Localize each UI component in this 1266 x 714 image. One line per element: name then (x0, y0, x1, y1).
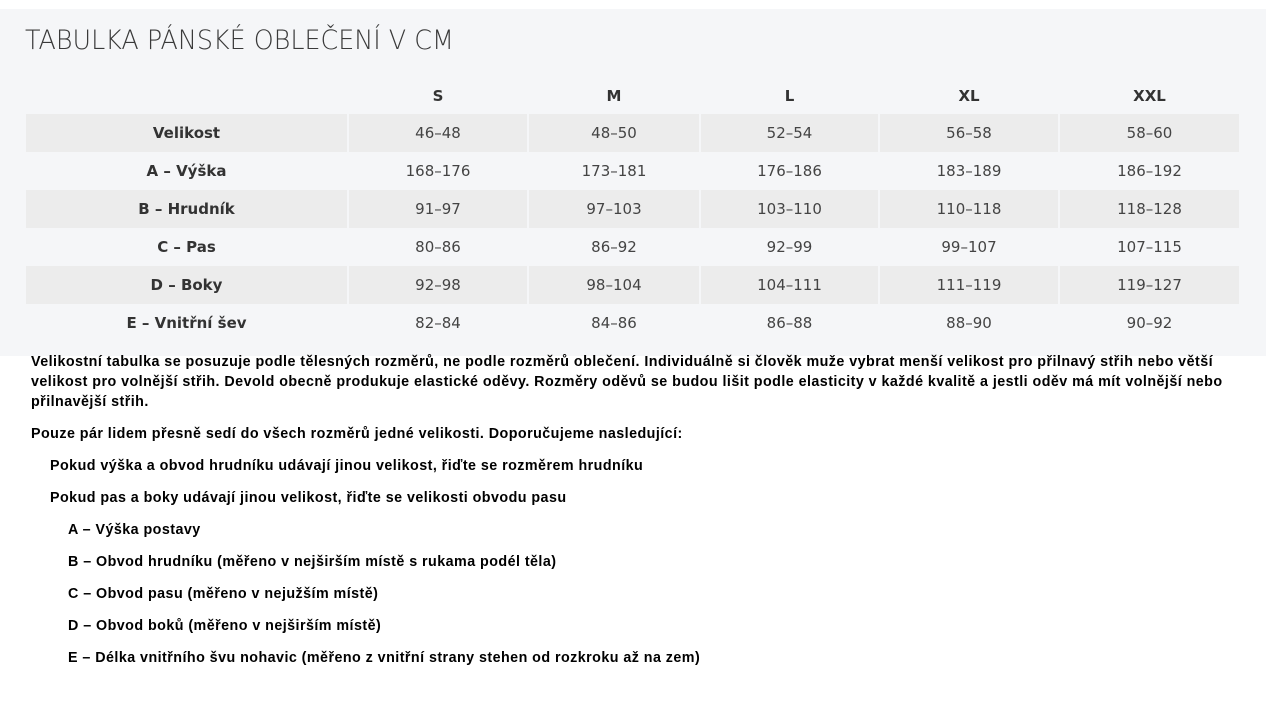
table-cell: 56–58 (880, 114, 1058, 152)
header-size-xl: XL (958, 87, 980, 105)
header-size-xxl: XXL (1133, 87, 1166, 105)
header-size-s: S (432, 87, 444, 105)
size-notes (31, 352, 1241, 680)
table-cell: 46–48 (349, 114, 527, 152)
row-label: C – Pas (157, 238, 216, 256)
table-cell: 90–92 (1126, 314, 1173, 332)
table-header-row (26, 78, 1239, 114)
table-cell: 92–99 (766, 238, 813, 256)
table-cell: 107–115 (1117, 238, 1182, 256)
table-cell: 91–97 (349, 190, 527, 228)
table-cell: 111–119 (880, 266, 1058, 304)
size-chart-panel (0, 9, 1266, 356)
table-cell: 168–176 (405, 162, 471, 180)
table-cell: 103–110 (701, 190, 878, 228)
size-table (24, 78, 1241, 342)
legend-item-e: E – Délka vnitřního švu nohavic (měřeno z vnitřní strany stehen od rozkroku až na zem) (68, 650, 701, 666)
table-cell: 118–128 (1060, 190, 1239, 228)
table-row-velikost (26, 114, 1239, 152)
row-label: E – Vnitřní šev (126, 314, 247, 332)
header-size-m: M (606, 87, 622, 105)
row-label: Velikost (26, 114, 347, 152)
table-cell: 183–189 (936, 162, 1002, 180)
row-label: A – Výška (146, 162, 227, 180)
table-cell: 84–86 (591, 314, 637, 332)
intro-paragraph: Velikostní tabulka se posuzuje podle tělesných rozměrů, ne podle rozměrů oblečení. Individuálně si člověk muže vybrat menší velikost pro přilnavý střih nebo větší velikost pro volnější střih. Devold obecně produkuje elastické oděvy. Rozměry oděvů se budou lišit podle elasticity v každé kvalitě a jestli oděv má mít volnější nebo přilnavější střih. (31, 354, 1223, 410)
table-cell: 48–50 (529, 114, 699, 152)
table-row-boky (26, 266, 1239, 304)
table-row-hrudnik (26, 190, 1239, 228)
legend-item-d: D – Obvod boků (měřeno v nejširším místě) (68, 618, 382, 634)
table-row-pas (26, 228, 1239, 266)
tip-height-chest: Pokud výška a obvod hrudníku udávají jinou velikost, řiďte se rozměrem hrudníku (50, 458, 644, 474)
table-cell: 82–84 (415, 314, 461, 332)
table-cell: 119–127 (1060, 266, 1239, 304)
tip-waist-hips: Pokud pas a boky udávají jinou velikost, řiďte se velikosti obvodu pasu (50, 490, 567, 506)
table-cell: 97–103 (529, 190, 699, 228)
table-cell: 88–90 (946, 314, 992, 332)
legend-item-b: B – Obvod hrudníku (měřeno v nejširším místě s rukama podél těla) (68, 554, 557, 570)
header-size-l: L (784, 87, 795, 105)
row-label: B – Hrudník (26, 190, 347, 228)
table-cell: 104–111 (701, 266, 878, 304)
legend-item-a: A – Výška postavy (68, 522, 201, 538)
table-cell: 58–60 (1060, 114, 1239, 152)
table-cell: 92–98 (349, 266, 527, 304)
row-label: D – Boky (26, 266, 347, 304)
table-cell: 98–104 (529, 266, 699, 304)
table-cell: 110–118 (880, 190, 1058, 228)
table-cell: 186–192 (1117, 162, 1182, 180)
table-cell: 99–107 (941, 238, 997, 256)
page-title: TABULKA PÁNSKÉ OBLEČENÍ V CM (25, 25, 454, 56)
table-cell: 173–181 (581, 162, 647, 180)
recommendation-paragraph: Pouze pár lidem přesně sedí do všech rozměrů jedné velikosti. Doporučujeme nasledující: (31, 426, 683, 442)
table-row-vyska (26, 152, 1239, 190)
table-row-vnitrni-sev (26, 304, 1239, 342)
table-cell: 52–54 (701, 114, 878, 152)
table-cell: 86–88 (766, 314, 813, 332)
table-cell: 86–92 (591, 238, 637, 256)
table-cell: 80–86 (415, 238, 461, 256)
header-empty (26, 78, 347, 114)
table-cell: 176–186 (757, 162, 822, 180)
legend-item-c: C – Obvod pasu (měřeno v nejužším místě) (68, 586, 379, 602)
